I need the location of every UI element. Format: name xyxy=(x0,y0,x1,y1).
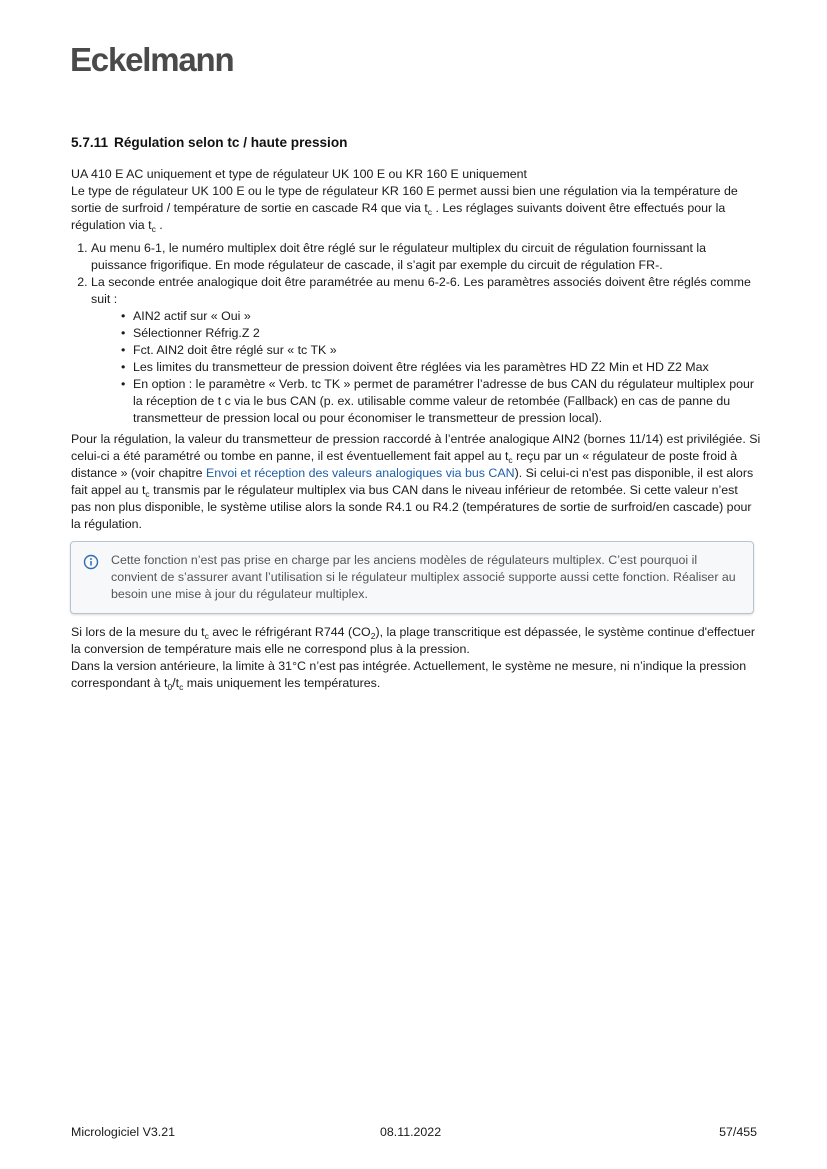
para1-sub-2: c xyxy=(145,489,150,499)
intro-sub-c2: c xyxy=(151,224,156,234)
paragraph-version xyxy=(71,658,761,692)
step-text: Au menu 6-1, le numéro multiplex doit être réglé sur le régulateur multiplex du circuit de régulation fournissant la puissance frigorifique. En mode régulateur de cascade, il s’agit par exemple du circuit de régulation FR-. xyxy=(91,241,707,272)
info-icon xyxy=(83,554,99,570)
sub-list-item: • Les limites du transmetteur de pression doivent être réglées via les paramètres HD Z2 Min et HD Z2 Max xyxy=(133,359,761,376)
brand-logo: Eckelmann xyxy=(70,41,234,78)
intro-line-2 xyxy=(71,183,761,234)
para2-text-a: Si lors de la mesure du t xyxy=(71,625,205,639)
sub-list-item: • Sélectionner Réfrig.Z 2 xyxy=(133,325,761,342)
sub-list-item: • Fct. AIN2 doit être réglé sur « tc TK » xyxy=(133,342,761,359)
para2-text-b: avec le réfrigérant R744 (CO xyxy=(208,625,371,639)
paragraph-regulation xyxy=(71,431,761,533)
info-note xyxy=(70,541,754,614)
intro-text-a: Le type de régulateur UK 100 E ou le type de régulateur KR 160 E permet aussi bien une régulation via la température de sortie de surfroid / température de sortie en cascade R4 que via t xyxy=(71,184,738,215)
para2-sub-1: c xyxy=(204,631,209,641)
para1-text-a: Pour la régulation, la valeur du transmetteur de pression raccordé à l’entrée analogique AIN2 (bornes 11/14) est privilégiée. Si celui-ci a été paramétré ou tombe en panne, il est éventuellement fait appel au t xyxy=(71,432,761,463)
main-content xyxy=(71,134,761,692)
para1-text-b: reçu par un « régulateur de poste froid à distance » (voir chapitre xyxy=(71,449,738,480)
para3-text-b: /t xyxy=(172,676,180,690)
step-item xyxy=(91,274,761,427)
para1-text-c: ). Si celui-ci n'est pas disponible, il est alors fait appel au t xyxy=(71,466,754,497)
para3-text-c: mais uniquement les températures. xyxy=(183,676,381,690)
footer-page: 57/455 xyxy=(719,1125,757,1139)
para3-sub-1: 0 xyxy=(167,682,173,692)
para1-text-d: transmis par le régulateur multiplex via bus CAN dans le niveau inférieur de retombée. Si cette valeur n’est pas non plus disponible, le système utilise alors la sonde R4.1 ou R4.2 (températures de sortie de surfroid/en cascade) pour la régulation. xyxy=(71,483,752,531)
para3-sub-2: c xyxy=(179,682,184,692)
intro-text-b: . Les réglages suivants doivent être effectués pour la régulation via t xyxy=(71,201,726,232)
steps-list xyxy=(71,240,761,427)
sub-list-item: • AIN2 actif sur « Oui » xyxy=(133,308,761,325)
intro-text-c: . xyxy=(155,218,163,232)
intro-sub-c: c xyxy=(427,207,433,217)
para3-text-a: Dans la version antérieure, la limite à 31°C n’est pas intégrée. Actuellement, le système ne mesure, ni n’indique la pression correspondant à t xyxy=(71,659,747,690)
section-number: 5.7.11 xyxy=(71,135,109,150)
section-title: Régulation selon tc / haute pression xyxy=(114,135,348,150)
intro-line-1: UA 410 E AC uniquement et type de régulateur UK 100 E ou KR 160 E uniquement xyxy=(71,167,527,181)
chapter-link[interactable]: Envoi et réception des valeurs analogiques via bus CAN xyxy=(205,466,515,480)
footer-date: 08.11.2022 xyxy=(380,1125,442,1139)
sub-list xyxy=(91,308,761,427)
sub-list-item: • En option : le paramètre « Verb. tc TK » permet de paramétrer l’adresse de bus CAN du régulateur multiplex pour la réception de t c via le bus CAN (p. ex. utilisable comme valeur de retombée (Fallback) en cas de panne du transmetteur de pression local ou pour économiser le transmetteur de pression local). xyxy=(133,376,761,427)
para2-sub-2: 2 xyxy=(370,631,376,641)
section-heading xyxy=(71,134,761,152)
footer-product: Micrologiciel V3.21 xyxy=(71,1125,175,1139)
step-text: La seconde entrée analogique doit être paramétrée au menu 6-2-6. Les paramètres associés doivent être réglés comme suit : xyxy=(91,275,751,306)
intro-block xyxy=(71,166,761,234)
paragraph-r744 xyxy=(71,624,761,658)
step-item xyxy=(91,240,761,274)
para2-text-c: ), la plage transcritique est dépassée, le système continue d'effectuer la conversion de température mais elle ne correspond plus à la pression. xyxy=(71,625,756,656)
info-note-text: Cette fonction n’est pas prise en charge par les anciens modèles de régulateurs multiplex. C’est pourquoi il convient de s’assurer avant l’utilisation si le régulateur multiplex associé supporte aussi cette fonction. Réaliser au besoin une mise à jour du régulateur multiplex. xyxy=(111,553,736,601)
para1-sub-1: c xyxy=(508,455,513,465)
